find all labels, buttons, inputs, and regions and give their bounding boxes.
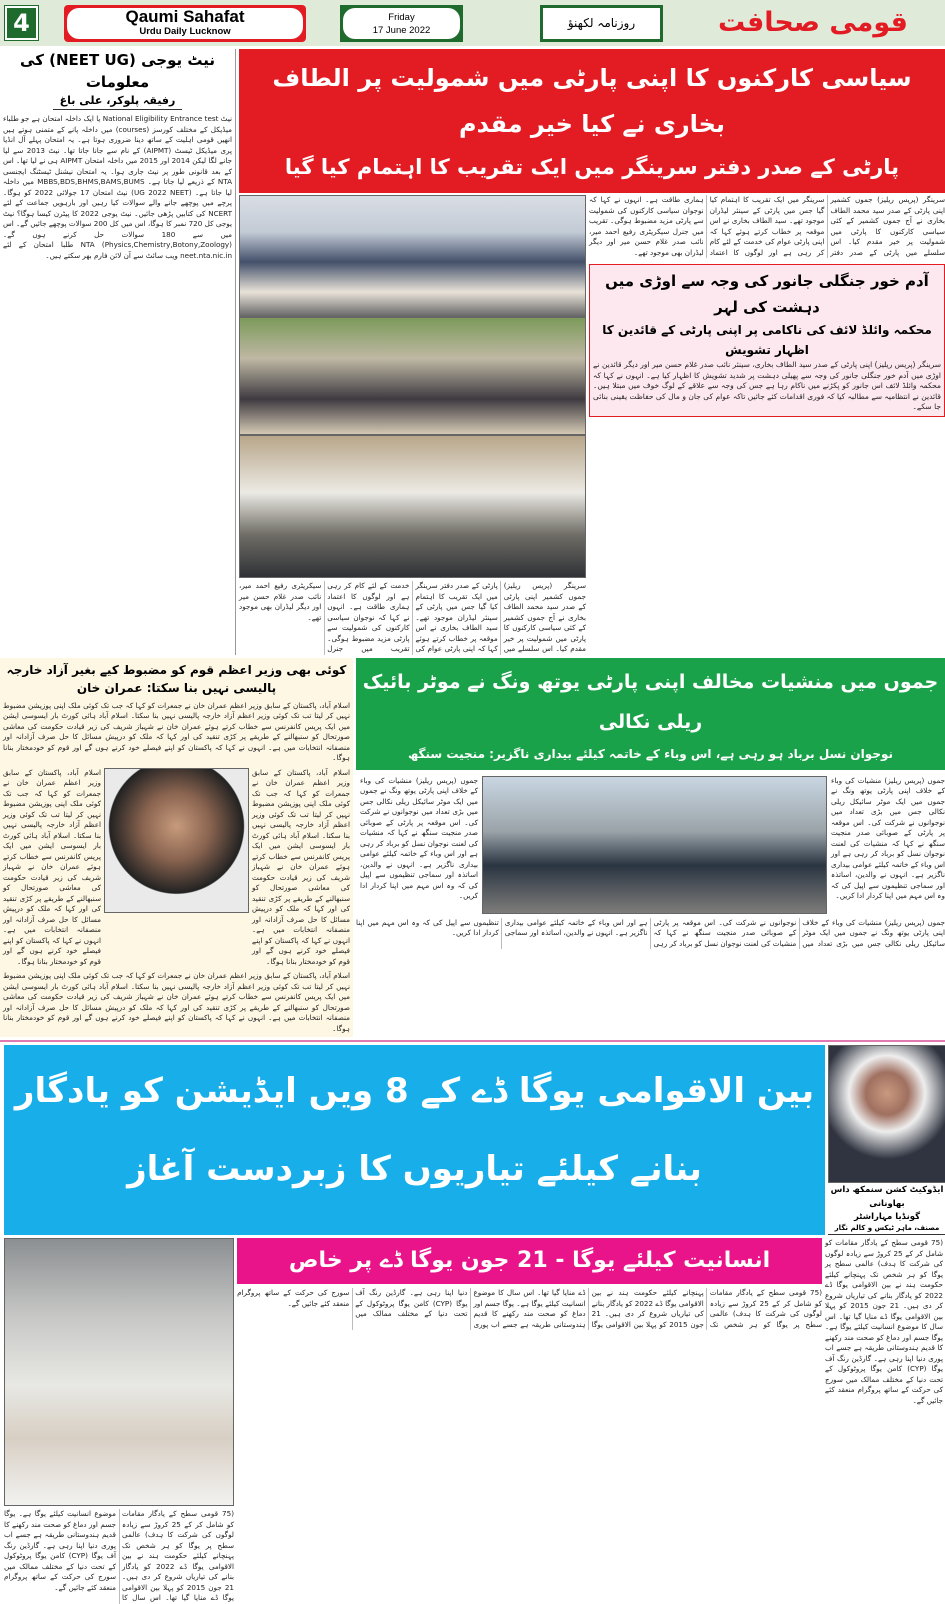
imran-article xyxy=(0,658,353,1038)
author-photo xyxy=(828,1045,945,1183)
yoga-headline-2: بنانے کیلئے تیاریوں کا زبردست آغاز xyxy=(127,1149,702,1189)
lead-body-right: سرینگر (پریس ریلیز) جموں کشمیر اپنی پارٹی کے صدر سید محمد الطاف بخاری نے آج جموں کشمیر کے کئی سیاسی کارکنوں کا پارٹی میں شمولیت پر خیر مقدم کیا۔ اس سلسلے میں پارٹی کے صدر دفتر سرینگر میں ایک تقریب کا اہتمام کیا گیا جس میں پارٹی کے سینئر لیڈران موجود تھے۔ سید الطاف بخاری نے اس موقعہ پر خطاب کرتے ہوئے کہا کہ اپنی پارٹی عوام کی خدمت کے لئے کام کر رہی ہے اور لوگوں کا اعتماد ہماری طاقت ہے۔ انہوں نے کہا کہ نوجوان سیاسی کارکنوں کی شمولیت سے پارٹی مزید مضبوط ہوگی۔ تقریب میں جنرل سیکریٹری رفیع احمد میر، نائب صدر غلام حسن میر اور دیگر لیڈران بھی موجود تھے۔ xyxy=(589,195,945,257)
date-value: 17 June 2022 xyxy=(372,24,431,36)
paper-subtitle: Urdu Daily Lucknow xyxy=(139,25,231,37)
yoga-photo xyxy=(4,1238,234,1506)
uri-subheadline: محکمہ وائلڈ لائف کی ناکامی پر اپنی پارٹی کے قائدین کا اظہار تشویش xyxy=(602,323,932,357)
author-role: مصنف، ماہر ٹیکس و کالم نگار xyxy=(828,1223,945,1235)
roznama-label: روزنامہ لکھنؤ xyxy=(543,8,660,39)
roznama-box xyxy=(540,5,663,42)
yoga-headline: بین الاقوامی یوگا ڈے کے 8 ویں ایڈیشن کو یادگار xyxy=(14,1071,815,1111)
section-divider xyxy=(0,1040,945,1042)
neet-headline: نیٹ یوجی (NEET UG) کی معلومات xyxy=(20,51,215,91)
neet-article xyxy=(0,49,236,655)
event-photo-3 xyxy=(239,435,586,578)
imran-body-top: اسلام آباد، پاکستان کے سابق وزیر اعظم عمران خان نے جمعرات کو کہا کہ جب تک کوئی ملک اپنی پوزیشن مضبوط نہیں کر لیتا تب تک کوئی وزیر اعظم آزاد خارجہ پالیسی نہیں بنا سکتا۔ اسلام آباد ہائی کورٹ بار ایسوسی ایشن میں ایک پریس کانفرنس سے خطاب کرتے ہوئے عمران خان نے شہباز شریف کی زیر قیادت حکومت کی معاشی صورتحال کو سنبھالنے کے طریقے پر کڑی تنقید کی اور کہا کہ ملک کو درپیش مسائل کا حل صرف آزادانہ اور منصفانہ انتخابات میں ہے۔ انہوں نے کہا کہ پاکستان کو اپنے فیصلے خود کرنے ہوں گے اور قوم کو خودمختار بنانا ہوگا۔ xyxy=(3,700,350,762)
masthead xyxy=(0,0,945,46)
imran-headline: کوئی بھی وزیر اعظم قوم کو مضبوط کیے بغیر آزاد خارجہ پالیسی نہیں بنا سکتا: عمران خان xyxy=(6,662,347,695)
lead-subheadline: پارٹی کے صدر دفتر سرینگر میں ایک تقریب کا اہتمام کیا گیا xyxy=(284,155,900,179)
event-photo-1 xyxy=(239,195,586,317)
yoga-body-bottom: (75 قومی سطح کے یادگار مقامات کو شامل کر کے 25 کروڑ سے زیادہ لوگوں کی شرکت کا ہدف) عالمی سطح پر یوگا کو ہر شخص تک پہنچانے کیلئے حکومت ہند نے بین الاقوامی یوگا ڈے 2022 کو یادگار بنانے کی تیاریاں شروع کر دی ہیں۔ 21 جون 2015 کو پہلا بین الاقوامی یوگا ڈے منایا گیا تھا۔ اس سال کا موضوع انسانیت کیلئے یوگا ہے۔ یوگا جسم اور دماغ کو صحت مند رکھنے کا قدیم ہندوستانی طریقہ ہے جسے اب پوری دنیا اپنا رہی ہے۔ گارڈین رنگ آف یوگا (CYP) کامن یوگا پروٹوکول کے تحت دنیا کے مختلف ممالک میں سورج کی حرکت کے ساتھ پروگرام منعقد کئے جائیں گے۔ xyxy=(4,1509,234,1602)
imran-body-right: اسلام آباد، پاکستان کے سابق وزیر اعظم عمران خان نے جمعرات کو کہا کہ جب تک کوئی ملک اپنی پوزیشن مضبوط نہیں کر لیتا تب تک کوئی وزیر اعظم آزاد خارجہ پالیسی نہیں بنا سکتا۔ اسلام آباد ہائی کورٹ بار ایسوسی ایشن میں ایک پریس کانفرنس سے خطاب کرتے ہوئے عمران خان نے شہباز شریف کی زیر قیادت حکومت کی معاشی صورتحال کو سنبھالنے کے طریقے پر کڑی تنقید کی اور کہا کہ ملک کو درپیش مسائل کا حل صرف آزادانہ اور منصفانہ انتخابات میں ہے۔ انہوں نے کہا کہ پاکستان کو اپنے فیصلے خود کرنے ہوں گے اور قوم کو خودمختار بنانا ہوگا۔ xyxy=(252,767,350,966)
yoga-banner xyxy=(4,1045,825,1235)
urdu-title: قومی صحافت xyxy=(718,7,908,38)
lead-body-bottom: سرینگر (پریس ریلیز) جموں کشمیر اپنی پارٹی کے صدر سید محمد الطاف بخاری نے آج جموں کشمیر کے کئی سیاسی کارکنوں کا پارٹی میں شمولیت پر خیر مقدم کیا۔ اس سلسلے میں پارٹی کے صدر دفتر سرینگر میں ایک تقریب کا اہتمام کیا گیا جس میں پارٹی کے سینئر لیڈران موجود تھے۔ سید الطاف بخاری نے اس موقعہ پر خطاب کرتے ہوئے کہا کہ اپنی پارٹی عوام کی خدمت کے لئے کام کر رہی ہے اور لوگوں کا اعتماد ہماری طاقت ہے۔ انہوں نے کہا کہ نوجوان سیاسی کارکنوں کی شمولیت سے پارٹی مزید مضبوط ہوگی۔ تقریب میں جنرل سیکریٹری رفیع احمد میر، نائب صدر غلام حسن میر اور دیگر لیڈران بھی موجود تھے۔ xyxy=(239,581,586,653)
uri-headline: آدم خور جنگلی جانور کی وجہ سے اوڑی میں دہشت کی لہر xyxy=(605,272,929,316)
yoga-body-top: (75 قومی سطح کے یادگار مقامات کو شامل کر کے 25 کروڑ سے زیادہ لوگوں کی شرکت کا ہدف) عالمی سطح پر یوگا کو ہر شخص تک پہنچانے کیلئے حکومت ہند نے بین الاقوامی یوگا ڈے 2022 کو یادگار بنانے کی تیاریاں شروع کر دی ہیں۔ 21 جون 2015 کو پہلا بین الاقوامی یوگا ڈے منایا گیا تھا۔ اس سال کا موضوع انسانیت کیلئے یوگا ہے۔ یوگا جسم اور دماغ کو صحت مند رکھنے کا قدیم ہندوستانی طریقہ ہے جسے اب پوری دنیا اپنا رہی ہے۔ گارڈین رنگ آف یوگا (CYP) کامن یوگا پروٹوکول کے تحت دنیا کے مختلف ممالک میں سورج کی حرکت کے ساتھ پروگرام منعقد کئے جائیں گے۔ xyxy=(237,1288,822,1329)
author-caption xyxy=(828,1183,945,1235)
paper-name: Qaumi Sahafat xyxy=(125,6,245,26)
uri-article xyxy=(589,264,945,417)
author-name: ایڈوکیٹ کشن سنمکھ داس بھاونانی xyxy=(830,1185,944,1209)
bike-rally-photo xyxy=(482,776,827,914)
event-photo-2 xyxy=(239,317,586,435)
rally-subheadline: نوجوان نسل برباد ہو رہی ہے، اس وباء کے خاتمہ کیلئے بیداری ناگزیر: منجیت سنگھ xyxy=(408,746,893,761)
author-place: گونڈیا مہاراشٹر xyxy=(853,1212,921,1222)
uri-body: سرینگر (پریس ریلیز) اپنی پارٹی کے صدر سید الطاف بخاری، سینئر نائب صدر غلام حسن میر اور دیگر قائدین نے اوڑی میں آدم خور جنگلی جانور کی وجہ سے پھیلی دہشت پر شدید تشویش کا اظہار کیا ہے۔ انہوں نے کہا کہ محکمہ وائلڈ لائف اس جانور کو پکڑنے میں ناکام رہا ہے جس کی وجہ سے علاقے کے لوگ خوف میں مبتلا ہیں۔ قائدین نے انتظامیہ سے مطالبہ کیا کہ فوری اقدامات کئے جائیں تاکہ عوام کی جان و مال کی حفاظت یقینی بنائی جا سکے۔ xyxy=(593,360,941,411)
yoga-subheadline: انسانیت کیلئے یوگا - 21 جون یوگا ڈے پر خاص xyxy=(288,1248,771,1273)
paper-name-box xyxy=(64,5,306,42)
yoga-body-right: (75 قومی سطح کے یادگار مقامات کو شامل کر کے 25 کروڑ سے زیادہ لوگوں کی شرکت کا ہدف) عالمی سطح پر یوگا کو ہر شخص تک پہنچانے کیلئے حکومت ہند نے بین الاقوامی یوگا ڈے 2022 کو یادگار بنانے کی تیاریاں شروع کر دی ہیں۔ 21 جون 2015 کو پہلا بین الاقوامی یوگا ڈے منایا گیا تھا۔ اس سال کا موضوع انسانیت کیلئے یوگا ہے۔ یوگا جسم اور دماغ کو صحت مند رکھنے کا قدیم ہندوستانی طریقہ ہے جسے اب پوری دنیا اپنا رہی ہے۔ گارڈین رنگ آف یوگا (CYP) کامن یوگا پروٹوکول کے تحت دنیا کے مختلف ممالک میں سورج کی حرکت کے ساتھ پروگرام منعقد کئے جائیں گے۔ xyxy=(825,1238,944,1405)
page-number: 4 xyxy=(5,6,38,40)
lead-banner xyxy=(239,49,945,193)
lead-headline: سیاسی کارکنوں کا اپنی پارٹی میں شمولیت پر الطاف بخاری نے کیا خیر مقدم xyxy=(272,64,912,138)
imran-body-left: اسلام آباد، پاکستان کے سابق وزیر اعظم عمران خان نے جمعرات کو کہا کہ جب تک کوئی ملک اپنی پوزیشن مضبوط نہیں کر لیتا تب تک کوئی وزیر اعظم آزاد خارجہ پالیسی نہیں بنا سکتا۔ اسلام آباد ہائی کورٹ بار ایسوسی ایشن میں ایک پریس کانفرنس سے خطاب کرتے ہوئے عمران خان نے شہباز شریف کی زیر قیادت حکومت کی معاشی صورتحال کو سنبھالنے کے طریقے پر کڑی تنقید کی اور کہا کہ ملک کو درپیش مسائل کا حل صرف آزادانہ اور منصفانہ انتخابات میں ہے۔ انہوں نے کہا کہ پاکستان کو اپنے فیصلے خود کرنے ہوں گے اور قوم کو خودمختار بنانا ہوگا۔ xyxy=(3,767,101,966)
date-box xyxy=(340,5,463,42)
date-day: Friday xyxy=(388,11,415,23)
rally-body-right: جموں (پریس ریلیز) منشیات کی وباء کے خلاف اپنی پارٹی یوتھ ونگ نے جموں میں ایک موٹر سائیکل ریلی نکالی جس میں بڑی تعداد میں نوجوانوں نے شرکت کی۔ اس موقعہ پر پارٹی کے صوبائی صدر منجیت سنگھ نے کہا کہ منشیات کی لعنت نوجوان نسل کو برباد کر رہی ہے اور اس وباء کے خاتمہ کیلئے عوامی بیداری ناگزیر ہے۔ انہوں نے والدین، اساتذہ اور سماجی تنظیموں سے اپیل کی کہ وہ اس مہم میں اپنا کردار ادا کریں۔ xyxy=(831,775,945,900)
rally-body-left: جموں (پریس ریلیز) منشیات کی وباء کے خلاف اپنی پارٹی یوتھ ونگ نے جموں میں ایک موٹر سائیکل ریلی نکالی جس میں بڑی تعداد میں نوجوانوں نے شرکت کی۔ اس موقعہ پر پارٹی کے صوبائی صدر منجیت سنگھ نے کہا کہ منشیات کی لعنت نوجوان نسل کو برباد کر رہی ہے اور اس وباء کے خاتمہ کیلئے عوامی بیداری ناگزیر ہے۔ انہوں نے والدین، اساتذہ اور سماجی تنظیموں سے اپیل کی کہ وہ اس مہم میں اپنا کردار ادا کریں۔ xyxy=(360,775,478,900)
neet-body: نیٹ National Eligibility Entrance test یا ایک داخلہ امتحان ہے جو طلباء میڈیکل کے مختلف کورسز (courses) میں داخلہ پانے کے متمنی ہوتے ہیں انھیں قومی اہلیت کے ساتھ دینا ضروری ہوتا ہے۔ یہ امتحان پہلے آل انڈیا پری میڈیکل ٹیسٹ (AIPMT) کے نام سے جانا جاتا تھا۔ نیٹ 2013 سے لیا جانے لگا لیکن 2014 اور 2015 میں داخلہ امتحان AIPMT ہی نے لیا تھا۔ اس کے بعد قانونی طور پر نیٹ جاری ہوا۔ یہ امتحان نیشنل ٹیسٹنگ ایجنسی NTA کے ذریعے لیا جاتا ہے۔ MBBS,BDS,BHMS,BAMS,BUMS میں داخلہ لیا جاتا ہے۔ (UG 2022 NEET) نیٹ امتحان 17 جولائی 2022 کو ہوگا۔ پرچے میں پوچھے جانے والے سوالات کیا رہیں اور بارہویں جماعت کے لئے NCERT کی کتابیں پڑھی جائیں۔ نیٹ یوجی 2022 کا پیٹرن کیسا ہوگا؟ نیٹ یوجی کل 720 نمبر کا ہوگا، اس میں کل 200 سوالات پوچھے جائیں گے۔ اس میں سے 180 سوالات حل کرنے ہوں گے۔ (Physics,Chemistry,Botony,Zoology) NTA طلبا امتحان کے لئے neet.nta.nic.in ویب سائٹ سے آن لائن فارم بھر سکتے ہیں۔ xyxy=(3,114,233,260)
rally-banner xyxy=(356,658,945,770)
rally-headline: جموں میں منشیات مخالف اپنی پارٹی یوتھ ونگ نے موٹر بائیک ریلی نکالی xyxy=(362,670,939,733)
yoga-subbanner xyxy=(237,1238,822,1284)
rally-body-bottom: جموں (پریس ریلیز) منشیات کی وباء کے خلاف اپنی پارٹی یوتھ ونگ نے جموں میں ایک موٹر سائیکل ریلی نکالی جس میں بڑی تعداد میں نوجوانوں نے شرکت کی۔ اس موقعہ پر پارٹی کے صوبائی صدر منجیت سنگھ نے کہا کہ منشیات کی لعنت نوجوان نسل کو برباد کر رہی ہے اور اس وباء کے خاتمہ کیلئے عوامی بیداری ناگزیر ہے۔ انہوں نے والدین، اساتذہ اور سماجی تنظیموں سے اپیل کی کہ وہ اس مہم میں اپنا کردار ادا کریں۔ xyxy=(356,917,945,948)
imran-body-bottom: اسلام آباد، پاکستان کے سابق وزیر اعظم عمران خان نے جمعرات کو کہا کہ جب تک کوئی ملک اپنی پوزیشن مضبوط نہیں کر لیتا تب تک کوئی وزیر اعظم آزاد خارجہ پالیسی نہیں بنا سکتا۔ اسلام آباد ہائی کورٹ بار ایسوسی ایشن میں ایک پریس کانفرنس سے خطاب کرتے ہوئے عمران خان نے شہباز شریف کی زیر قیادت حکومت کی معاشی صورتحال کو سنبھالنے کے طریقے پر کڑی تنقید کی اور کہا کہ ملک کو درپیش مسائل کا حل صرف آزادانہ اور منصفانہ انتخابات میں ہے۔ انہوں نے کہا کہ پاکستان کو اپنے فیصلے خود کرنے ہوں گے اور قوم کو خودمختار بنانا ہوگا۔ xyxy=(3,971,350,1033)
neet-author: رفیقہ پلوکر، علی باغ xyxy=(53,93,182,110)
imran-khan-photo xyxy=(104,768,249,913)
